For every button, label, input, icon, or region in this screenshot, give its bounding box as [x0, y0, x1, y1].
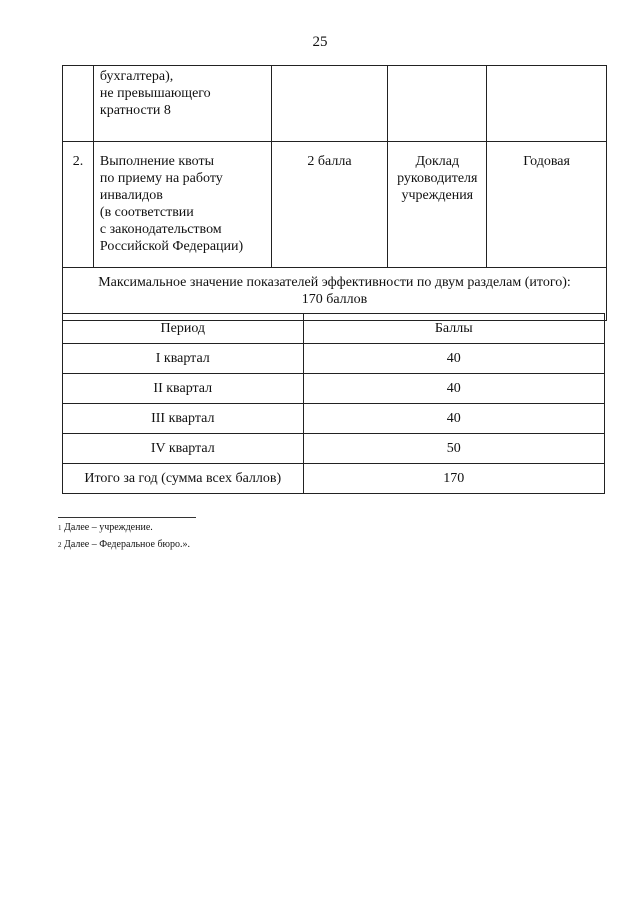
- table-row: [63, 66, 607, 142]
- report-text-line: учреждения: [401, 188, 474, 203]
- period-cell: Итого за год (сумма всех баллов): [63, 464, 304, 494]
- indicator-text-line: кратности 8: [99, 103, 171, 118]
- summary-text-line: 170 баллов: [301, 292, 368, 307]
- report-cell: [388, 142, 487, 268]
- page-number: 25: [312, 34, 328, 50]
- period-cell: I квартал: [63, 344, 304, 374]
- points-cell: 170: [303, 464, 604, 494]
- indicator-text-line: инвалидов: [99, 188, 163, 203]
- points-cell: 2 балла: [271, 142, 388, 268]
- table-row: [63, 434, 605, 464]
- table-row: [63, 374, 605, 404]
- row-number-cell: [63, 66, 94, 142]
- row-number-cell: 2.: [63, 142, 94, 268]
- points-cell: 50: [303, 434, 604, 464]
- table-row: [63, 404, 605, 434]
- table-row: [63, 344, 605, 374]
- points-cell: 40: [303, 344, 604, 374]
- footnote-text: Далее – учреждение.: [61, 522, 153, 533]
- footnote-text: Далее – Федеральное бюро.».: [61, 539, 190, 550]
- period-points-table: [62, 313, 605, 494]
- header-row: [63, 314, 605, 344]
- report-text-line: руководителя: [397, 171, 478, 186]
- column-header-points: Баллы: [303, 314, 604, 344]
- indicator-text-line: не превышающего: [99, 86, 211, 101]
- column-header-period: Период: [63, 314, 304, 344]
- footnote-divider: [58, 517, 196, 518]
- indicator-text-line: (в соответствии: [99, 205, 194, 220]
- indicator-text-line: по приему на работу: [99, 171, 223, 186]
- points-cell: 40: [303, 374, 604, 404]
- table-row: [63, 142, 607, 268]
- points-cell: [271, 66, 388, 142]
- indicator-text-line: с законодательством: [99, 222, 222, 237]
- report-text-line: Доклад: [415, 154, 460, 169]
- period-cell: II квартал: [63, 374, 304, 404]
- footnote-mark: 2: [58, 541, 62, 549]
- period-cell: III квартал: [63, 404, 304, 434]
- indicator-text-cell: [93, 66, 271, 142]
- indicator-text-line: Российской Федерации): [99, 239, 244, 254]
- footnote-1: [58, 522, 153, 534]
- indicator-text-line: бухгалтера),: [99, 69, 174, 84]
- indicators-table: [62, 65, 607, 321]
- period-cell: IV квартал: [63, 434, 304, 464]
- summary-text-line: Максимальное значение показателей эффективности по двум разделам (итого):: [98, 275, 571, 290]
- period-cell: Годовая: [487, 142, 607, 268]
- total-row: [63, 464, 605, 494]
- period-cell: [487, 66, 607, 142]
- indicator-text-cell: [93, 142, 271, 268]
- footnote-2: [58, 539, 190, 551]
- footnote-mark: 1: [58, 524, 62, 532]
- points-cell: 40: [303, 404, 604, 434]
- report-cell: [388, 66, 487, 142]
- indicator-text-line: Выполнение квоты: [99, 154, 215, 169]
